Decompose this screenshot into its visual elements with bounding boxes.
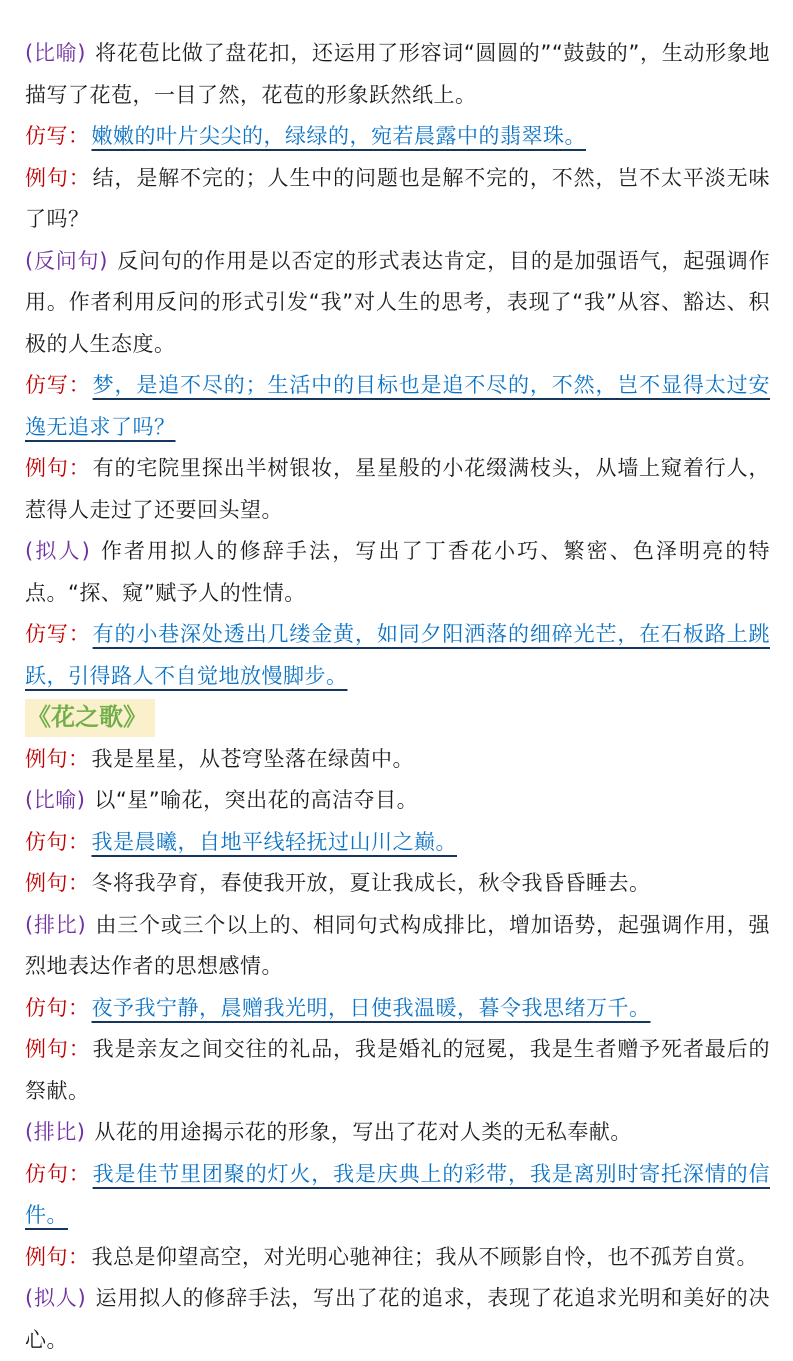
example-text: 有的宅院里探出半树银妆，星星般的小花缀满枝头，从墙上窥着行人，惹得人走过了还要回头望。: [25, 456, 770, 522]
imitation-label: 仿写：: [25, 622, 91, 646]
imitation-text: 我是佳节里团聚的灯火，我是庆典上的彩带，我是离别时寄托深情的信件。: [25, 1161, 770, 1227]
example-line: [25, 448, 770, 531]
imitation-line: [25, 988, 770, 1030]
rhetoric-analysis-line: [25, 905, 770, 988]
example-label: 例句：: [25, 165, 91, 190]
imitation-label: 仿句：: [25, 995, 90, 1020]
imitation-line: [25, 365, 770, 448]
imitation-line: [25, 1154, 770, 1237]
imitation-text: 我是晨曦，自地平线轻抚过山川之巅。: [91, 829, 457, 854]
analysis-text: 从花的用途揭示花的形象，写出了花对人类的无私奉献。: [94, 1120, 632, 1144]
rhetoric-analysis-line: [25, 241, 770, 366]
analysis-text: 运用拟人的修辞手法，写出了花的追求，表现了花追求光明和美好的决心。: [25, 1286, 771, 1352]
example-label: 例句：: [25, 456, 91, 480]
imitation-text: 嫩嫩的叶片尖尖的，绿绿的，宛若晨露中的翡翠珠。: [91, 124, 586, 148]
imitation-label: 仿写：: [25, 124, 90, 148]
example-text: 我是亲友之间交往的礼品，我是婚礼的冠冕，我是生者赠予死者最后的祭献。: [25, 1037, 770, 1103]
imitation-label: 仿句：: [25, 829, 90, 854]
rhetoric-label: (排比): [25, 912, 87, 937]
analysis-text: 反问句的作用是以否定的形式表达肯定，目的是加强语气，起强调作用。作者利用反问的形式引发“我”对人生的思考，表现了“我”从容、豁达、积极的人生态度。: [25, 248, 771, 356]
lesson-title-line: [25, 697, 770, 739]
imitation-text: 梦，是追不尽的；生活中的目标也是追不尽的，不然，岂不显得太过安逸无追求了吗？: [25, 373, 770, 439]
example-label: 例句：: [25, 746, 90, 771]
example-text: 冬将我孕育，春使我开放，夏让我成长，秋令我昏昏睡去。: [91, 871, 651, 895]
rhetoric-analysis-line: [25, 1112, 770, 1154]
imitation-label: 仿句：: [25, 1161, 91, 1186]
example-label: 例句：: [25, 871, 90, 895]
rhetoric-label: (拟人): [25, 1286, 87, 1310]
example-line: [25, 739, 770, 781]
example-line: [25, 863, 770, 905]
analysis-text: 将花苞比做了盘花扣，还运用了形容词“圆圆的”“鼓鼓的”，生动形象地描写了花苞，一目了然，花苞的形象跃然纸上。: [25, 41, 770, 107]
imitation-text: 有的小巷深处透出几缕金黄，如同夕阳洒落的细碎光芒，在石板路上跳跃，引得路人不自觉地放慢脚步。: [25, 622, 770, 688]
rhetoric-analysis-line: [25, 531, 770, 614]
example-text: 我是星星，从苍穹坠落在绿茵中。: [91, 746, 414, 771]
rhetoric-label: (比喻): [25, 788, 86, 812]
rhetoric-analysis-line: [25, 33, 770, 116]
rhetoric-analysis-line: [25, 1278, 770, 1361]
rhetoric-analysis-line: [25, 780, 770, 822]
imitation-line: [25, 614, 770, 697]
rhetoric-label: (拟人): [25, 539, 91, 563]
imitation-text: 夜予我宁静，晨赠我光明，日使我温暖，暮令我思绪万千。: [91, 995, 651, 1020]
example-text: 结，是解不完的；人生中的问题也是解不完的，不然，岂不太平淡无味了吗？: [25, 165, 770, 231]
rhetoric-label: (反问句): [25, 248, 108, 273]
example-line: [25, 158, 770, 241]
analysis-text: 作者用拟人的修辞手法，写出了丁香花小巧、繁密、色泽明亮的特点。“探、窥”赋予人的性情。: [25, 539, 771, 605]
analysis-text: 以“星”喻花，突出花的高洁夺目。: [94, 788, 419, 812]
lesson-title: 《花之歌》: [25, 699, 155, 737]
imitation-line: [25, 116, 770, 158]
example-line: [25, 1237, 770, 1279]
example-text: 我总是仰望高空，对光明心驰神往；我从不顾影自怜，也不孤芳自赏。: [91, 1244, 758, 1269]
rhetoric-label: (排比): [25, 1120, 86, 1144]
rhetoric-label: (比喻): [25, 41, 86, 65]
imitation-label: 仿写：: [25, 373, 91, 397]
example-line: [25, 1029, 770, 1112]
example-label: 例句：: [25, 1037, 91, 1061]
imitation-line: [25, 822, 770, 864]
analysis-text: 由三个或三个以上的、相同句式构成排比，增加语势，起强调作用，强烈地表达作者的思想感情。: [25, 912, 771, 978]
example-label: 例句：: [25, 1244, 90, 1269]
